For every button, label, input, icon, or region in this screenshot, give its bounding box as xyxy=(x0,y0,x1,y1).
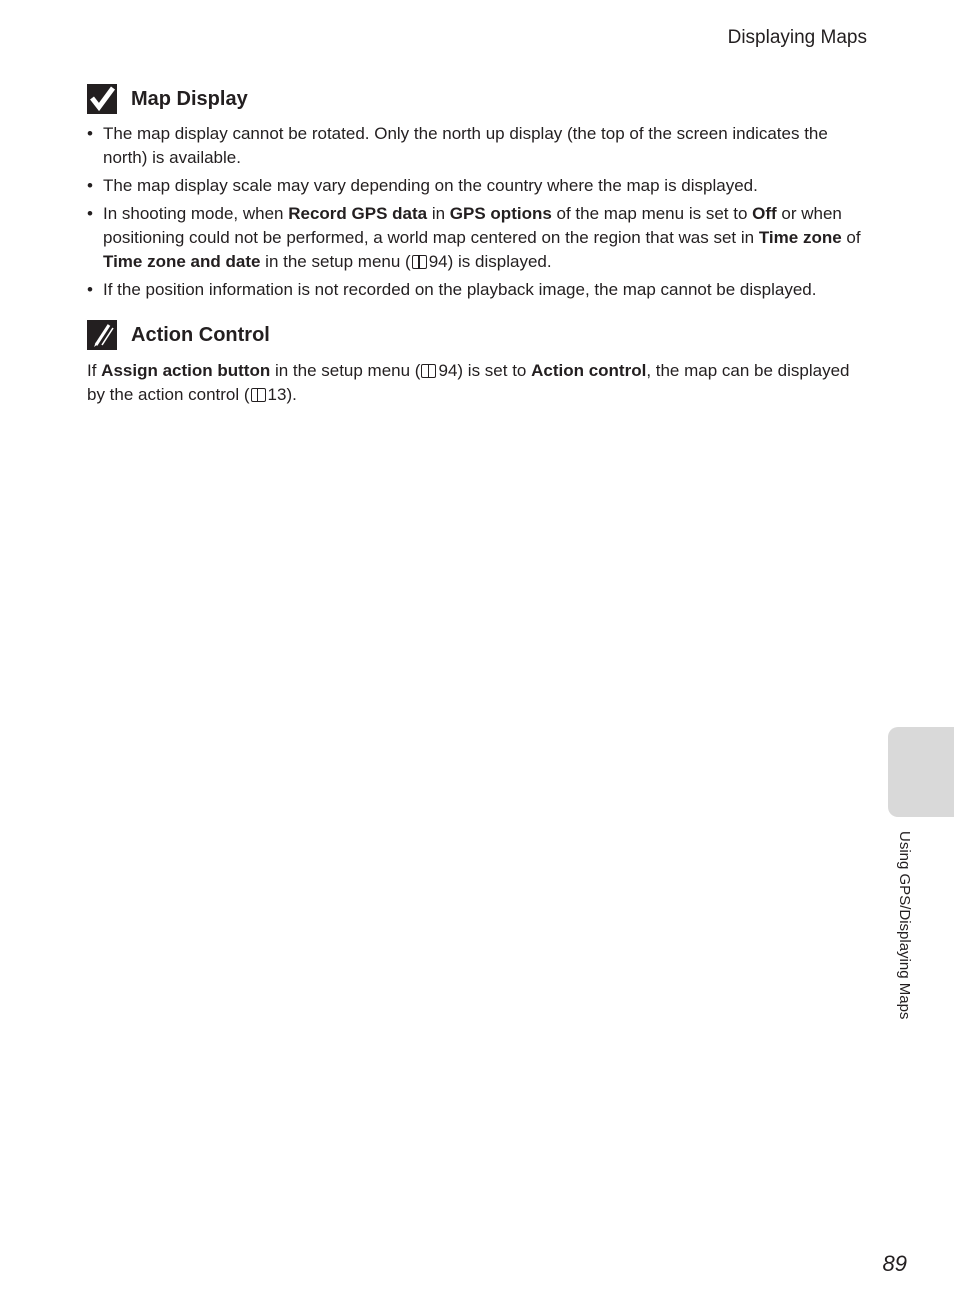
menu-item-assign-action-button: Assign action button xyxy=(101,361,271,380)
action-control-section xyxy=(87,318,867,407)
action-control-title: Action Control xyxy=(131,323,270,346)
page-reference-icon xyxy=(251,388,266,402)
setting-off: Off xyxy=(752,204,777,223)
chapter-side-label: Using GPS/Displaying Maps xyxy=(896,831,913,1020)
setting-action-control: Action control xyxy=(531,361,647,380)
page-reference-number: 94 xyxy=(428,252,448,271)
map-display-section xyxy=(87,82,867,306)
bullet-icon: • xyxy=(87,204,93,223)
list-item: • In shooting mode, when Record GPS data in GPS options of the map menu is set to Off or when positioning could not be performed, a world map centered on the region that was set in Time zone of Time zone and date in the setup menu ( 94) is displayed. xyxy=(87,204,861,271)
map-display-heading xyxy=(87,82,867,116)
page-reference-number: 94 xyxy=(438,361,458,380)
chapter-side-tab xyxy=(888,727,954,817)
pencil-note-icon xyxy=(87,320,117,350)
action-control-body: If Assign action button in the setup menu ( 94) is set to Action control, the map can be displayed by the action control ( 13). xyxy=(87,361,850,404)
menu-item-time-zone: Time zone xyxy=(758,228,842,247)
menu-item-time-zone-and-date: Time zone and date xyxy=(103,252,261,271)
menu-item-gps-options: GPS options xyxy=(449,204,552,223)
list-item: • The map display scale may vary depending on the country where the map is displayed. xyxy=(87,174,867,198)
map-display-title: Map Display xyxy=(131,87,248,110)
bullet-icon: • xyxy=(87,124,93,143)
list-item: • If the position information is not recorded on the playback image, the map cannot be displayed. xyxy=(87,278,867,302)
menu-item-record-gps-data: Record GPS data xyxy=(288,204,428,223)
bullet-icon: • xyxy=(87,176,93,195)
page-reference-icon xyxy=(412,255,427,269)
list-item: • The map display cannot be rotated. Only the north up display (the top of the screen indicates the north) is available. xyxy=(87,124,828,167)
bullet-icon: • xyxy=(87,280,93,299)
page-number: 89 xyxy=(882,1251,907,1276)
map-display-bullet-list xyxy=(87,122,867,302)
page-reference-number: 13 xyxy=(267,385,287,404)
page-reference-icon xyxy=(421,364,436,378)
action-control-heading xyxy=(87,318,867,352)
checkmark-caution-icon xyxy=(87,84,117,114)
running-header-title: Displaying Maps xyxy=(727,27,867,48)
